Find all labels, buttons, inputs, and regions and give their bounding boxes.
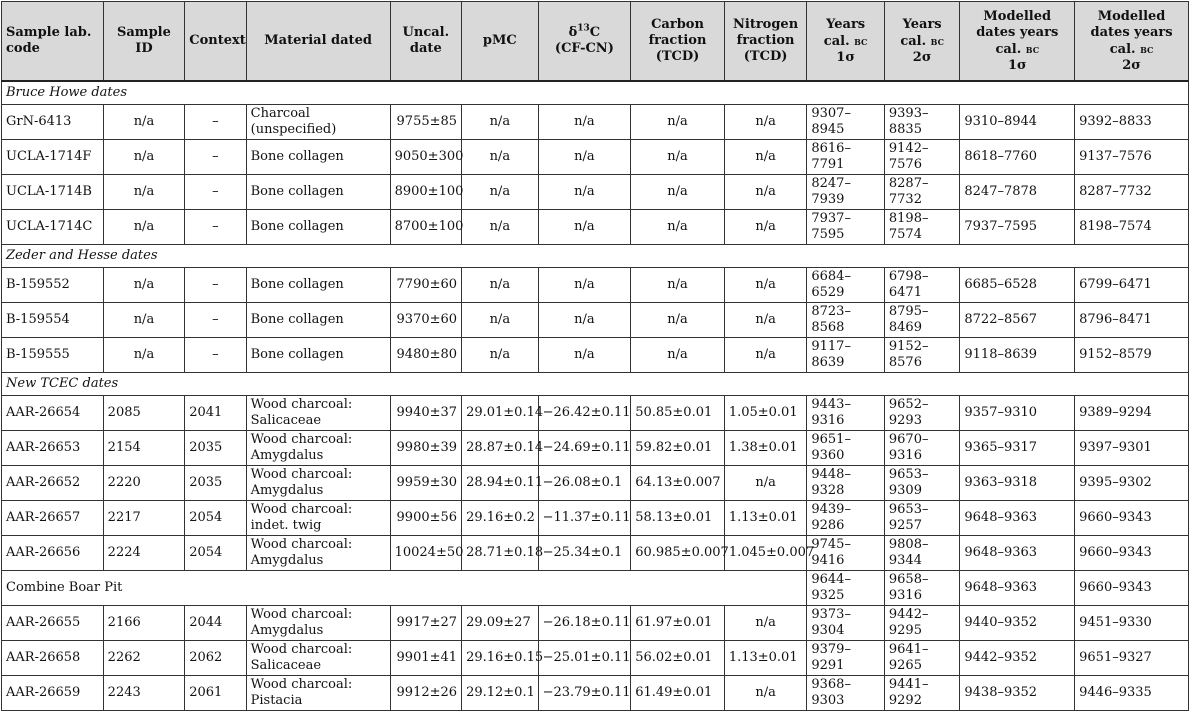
radiocarbon-dates-table bbox=[1, 1, 1189, 711]
cell-uncal-date: 9480±80 bbox=[390, 338, 461, 373]
header-uncal-date: Uncal. date bbox=[390, 2, 461, 82]
cell-cal-2sigma: 9142–7576 bbox=[884, 140, 960, 175]
cell-modelled-1sigma: 9363–9318 bbox=[960, 466, 1075, 501]
cell-cal-2sigma: 9653–9309 bbox=[884, 466, 960, 501]
cell-uncal-date: 9940±37 bbox=[390, 396, 461, 431]
cell-lab-code: UCLA-1714C bbox=[2, 210, 104, 245]
table-row bbox=[2, 431, 1189, 466]
cell-context: 2035 bbox=[185, 431, 246, 466]
cell-material: Wood charcoal: Amygdalus bbox=[246, 466, 390, 501]
cell-modelled-2sigma: 9660–9343 bbox=[1075, 536, 1189, 571]
cell-uncal-date: 9050±300 bbox=[390, 140, 461, 175]
cell-uncal-date: 9900±56 bbox=[390, 501, 461, 536]
cell-uncal-date: 9912±26 bbox=[390, 676, 461, 711]
cell-nitrogen-fraction: n/a bbox=[724, 268, 807, 303]
cell-sample-id: n/a bbox=[103, 140, 185, 175]
cell-pmc: 28.94±0.11 bbox=[462, 466, 539, 501]
cell-uncal-date: 7790±60 bbox=[390, 268, 461, 303]
cell-modelled-1sigma: 8247–7878 bbox=[960, 175, 1075, 210]
cell-nitrogen-fraction: n/a bbox=[724, 175, 807, 210]
cell-modelled-1sigma: 8722–8567 bbox=[960, 303, 1075, 338]
cell-modelled-2sigma: 9446–9335 bbox=[1075, 676, 1189, 711]
cell-cal-1sigma: 9368–9303 bbox=[807, 676, 885, 711]
header-sample-id: Sample ID bbox=[103, 2, 185, 82]
cell-modelled-2sigma: 9660–9343 bbox=[1075, 501, 1189, 536]
cell-modelled-1sigma: 7937–7595 bbox=[960, 210, 1075, 245]
cell-pmc: n/a bbox=[462, 210, 539, 245]
cell-delta-13c: −25.34±0.1 bbox=[538, 536, 631, 571]
cell-modelled-2sigma: 9451–9330 bbox=[1075, 606, 1189, 641]
cell-pmc: 28.87±0.14 bbox=[462, 431, 539, 466]
cell-material: Wood charcoal: Salicaceae bbox=[246, 641, 390, 676]
table-row bbox=[2, 501, 1189, 536]
cell-cal-2sigma: 8287–7732 bbox=[884, 175, 960, 210]
cell-pmc: n/a bbox=[462, 338, 539, 373]
cell-lab-code: AAR-26653 bbox=[2, 431, 104, 466]
group-header-row bbox=[2, 245, 1189, 268]
cell-modelled-1sigma: 9357–9310 bbox=[960, 396, 1075, 431]
cell-lab-code: AAR-26655 bbox=[2, 606, 104, 641]
cell-cal-2sigma: 9152–8576 bbox=[884, 338, 960, 373]
cell-modelled-2sigma: 8198–7574 bbox=[1075, 210, 1189, 245]
cell-cal-2sigma: 9653–9257 bbox=[884, 501, 960, 536]
cell-sample-id: 2262 bbox=[103, 641, 185, 676]
cell-modelled-1sigma: 6685–6528 bbox=[960, 268, 1075, 303]
cell-material: Bone collagen bbox=[246, 175, 390, 210]
group-summary-cal-2sigma: 9658–9316 bbox=[884, 571, 960, 606]
cell-uncal-date: 10024±50 bbox=[390, 536, 461, 571]
cell-cal-1sigma: 9117–8639 bbox=[807, 338, 885, 373]
cell-lab-code: AAR-26654 bbox=[2, 396, 104, 431]
cell-lab-code: AAR-26656 bbox=[2, 536, 104, 571]
header-context: Context bbox=[185, 2, 246, 82]
header-years-cal-2sigma: Years cal. bc 2σ bbox=[884, 2, 960, 82]
cell-modelled-2sigma: 8287–7732 bbox=[1075, 175, 1189, 210]
cell-cal-2sigma: 9652–9293 bbox=[884, 396, 960, 431]
header-modelled-1sigma: Modelled dates years cal. bc 1σ bbox=[960, 2, 1075, 82]
cell-carbon-fraction: n/a bbox=[631, 140, 725, 175]
cell-delta-13c: n/a bbox=[538, 268, 631, 303]
cell-delta-13c: −11.37±0.11 bbox=[538, 501, 631, 536]
cell-material: Charcoal (unspecified) bbox=[246, 105, 390, 140]
cell-cal-2sigma: 9441–9292 bbox=[884, 676, 960, 711]
group-summary-modelled-1sigma: 9648–9363 bbox=[960, 571, 1075, 606]
cell-cal-2sigma: 9670–9316 bbox=[884, 431, 960, 466]
cell-material: Bone collagen bbox=[246, 338, 390, 373]
cell-modelled-1sigma: 9118–8639 bbox=[960, 338, 1075, 373]
cell-sample-id: 2224 bbox=[103, 536, 185, 571]
header-pmc: pMC bbox=[462, 2, 539, 82]
cell-nitrogen-fraction: 1.13±0.01 bbox=[724, 501, 807, 536]
cell-uncal-date: 8900±100 bbox=[390, 175, 461, 210]
cell-delta-13c: −23.79±0.11 bbox=[538, 676, 631, 711]
cell-modelled-2sigma: 8796–8471 bbox=[1075, 303, 1189, 338]
cell-sample-id: 2154 bbox=[103, 431, 185, 466]
group-header-row bbox=[2, 373, 1189, 396]
cell-delta-13c: n/a bbox=[538, 303, 631, 338]
cell-modelled-2sigma: 9137–7576 bbox=[1075, 140, 1189, 175]
cell-material: Wood charcoal: Pistacia bbox=[246, 676, 390, 711]
cell-carbon-fraction: 59.82±0.01 bbox=[631, 431, 725, 466]
cell-pmc: n/a bbox=[462, 105, 539, 140]
group-title: Bruce Howe dates bbox=[2, 81, 1189, 105]
cell-cal-1sigma: 9439–9286 bbox=[807, 501, 885, 536]
cell-nitrogen-fraction: n/a bbox=[724, 676, 807, 711]
cell-context: – bbox=[185, 303, 246, 338]
cell-modelled-1sigma: 9365–9317 bbox=[960, 431, 1075, 466]
cell-nitrogen-fraction: n/a bbox=[724, 210, 807, 245]
cell-lab-code: B-159555 bbox=[2, 338, 104, 373]
cell-material: Wood charcoal: Amygdalus bbox=[246, 606, 390, 641]
header-years-cal-1sigma: Years cal. bc 1σ bbox=[807, 2, 885, 82]
cell-uncal-date: 9980±39 bbox=[390, 431, 461, 466]
cell-carbon-fraction: n/a bbox=[631, 338, 725, 373]
cell-cal-2sigma: 8198–7574 bbox=[884, 210, 960, 245]
header-delta-13c: $\delta^{13}C$ (CF-CN) bbox=[538, 2, 631, 82]
table-row bbox=[2, 105, 1189, 140]
cell-context: 2041 bbox=[185, 396, 246, 431]
table-row bbox=[2, 396, 1189, 431]
cell-modelled-1sigma: 9442–9352 bbox=[960, 641, 1075, 676]
cell-nitrogen-fraction: 1.13±0.01 bbox=[724, 641, 807, 676]
cell-cal-1sigma: 8723–8568 bbox=[807, 303, 885, 338]
cell-cal-2sigma: 8795–8469 bbox=[884, 303, 960, 338]
cell-modelled-2sigma: 9395–9302 bbox=[1075, 466, 1189, 501]
cell-delta-13c: n/a bbox=[538, 175, 631, 210]
cell-modelled-2sigma: 9389–9294 bbox=[1075, 396, 1189, 431]
cell-uncal-date: 9901±41 bbox=[390, 641, 461, 676]
cell-cal-1sigma: 9379–9291 bbox=[807, 641, 885, 676]
cell-uncal-date: 9959±30 bbox=[390, 466, 461, 501]
cell-cal-1sigma: 8616–7791 bbox=[807, 140, 885, 175]
cell-material: Wood charcoal: indet. twig bbox=[246, 501, 390, 536]
cell-material: Bone collagen bbox=[246, 140, 390, 175]
table-row bbox=[2, 303, 1189, 338]
cell-delta-13c: n/a bbox=[538, 140, 631, 175]
cell-pmc: n/a bbox=[462, 140, 539, 175]
table-row bbox=[2, 676, 1189, 711]
table-row bbox=[2, 606, 1189, 641]
cell-carbon-fraction: 50.85±0.01 bbox=[631, 396, 725, 431]
cell-cal-1sigma: 9745–9416 bbox=[807, 536, 885, 571]
cell-delta-13c: −26.42±0.11 bbox=[538, 396, 631, 431]
cell-carbon-fraction: 61.97±0.01 bbox=[631, 606, 725, 641]
cell-delta-13c: n/a bbox=[538, 338, 631, 373]
cell-sample-id: n/a bbox=[103, 268, 185, 303]
cell-nitrogen-fraction: n/a bbox=[724, 140, 807, 175]
cell-cal-2sigma: 9442–9295 bbox=[884, 606, 960, 641]
cell-nitrogen-fraction: n/a bbox=[724, 105, 807, 140]
cell-lab-code: B-159554 bbox=[2, 303, 104, 338]
cell-material: Bone collagen bbox=[246, 303, 390, 338]
cell-lab-code: UCLA-1714B bbox=[2, 175, 104, 210]
cell-cal-1sigma: 9443–9316 bbox=[807, 396, 885, 431]
cell-cal-2sigma: 9393–8835 bbox=[884, 105, 960, 140]
cell-carbon-fraction: 60.985±0.007 bbox=[631, 536, 725, 571]
cell-sample-id: 2085 bbox=[103, 396, 185, 431]
table-row bbox=[2, 140, 1189, 175]
cell-lab-code: GrN-6413 bbox=[2, 105, 104, 140]
cell-lab-code: AAR-26657 bbox=[2, 501, 104, 536]
cell-pmc: n/a bbox=[462, 175, 539, 210]
cell-cal-1sigma: 6684–6529 bbox=[807, 268, 885, 303]
cell-cal-1sigma: 7937–7595 bbox=[807, 210, 885, 245]
cell-nitrogen-fraction: 1.05±0.01 bbox=[724, 396, 807, 431]
cell-material: Bone collagen bbox=[246, 210, 390, 245]
cell-carbon-fraction: n/a bbox=[631, 303, 725, 338]
cell-nitrogen-fraction: 1.045±0.007 bbox=[724, 536, 807, 571]
cell-uncal-date: 8700±100 bbox=[390, 210, 461, 245]
cell-lab-code: UCLA-1714F bbox=[2, 140, 104, 175]
group-title: Combine Boar Pit bbox=[2, 571, 807, 606]
cell-context: 2054 bbox=[185, 501, 246, 536]
cell-modelled-2sigma: 6799–6471 bbox=[1075, 268, 1189, 303]
cell-sample-id: 2217 bbox=[103, 501, 185, 536]
table-row bbox=[2, 210, 1189, 245]
cell-sample-id: n/a bbox=[103, 210, 185, 245]
cell-context: – bbox=[185, 210, 246, 245]
cell-carbon-fraction: n/a bbox=[631, 105, 725, 140]
cell-context: – bbox=[185, 338, 246, 373]
cell-delta-13c: −25.01±0.11 bbox=[538, 641, 631, 676]
cell-context: – bbox=[185, 140, 246, 175]
cell-cal-1sigma: 9651–9360 bbox=[807, 431, 885, 466]
cell-modelled-2sigma: 9651–9327 bbox=[1075, 641, 1189, 676]
cell-context: – bbox=[185, 175, 246, 210]
cell-sample-id: 2166 bbox=[103, 606, 185, 641]
cell-lab-code: B-159552 bbox=[2, 268, 104, 303]
cell-pmc: 28.71±0.18 bbox=[462, 536, 539, 571]
header-row bbox=[2, 2, 1189, 82]
table-row bbox=[2, 268, 1189, 303]
cell-carbon-fraction: n/a bbox=[631, 210, 725, 245]
cell-cal-2sigma: 9641–9265 bbox=[884, 641, 960, 676]
cell-pmc: 29.09±27 bbox=[462, 606, 539, 641]
cell-cal-1sigma: 9307–8945 bbox=[807, 105, 885, 140]
cell-modelled-1sigma: 9648–9363 bbox=[960, 536, 1075, 571]
cell-context: – bbox=[185, 105, 246, 140]
cell-context: 2035 bbox=[185, 466, 246, 501]
group-header-row bbox=[2, 571, 1189, 606]
table-row bbox=[2, 641, 1189, 676]
table-row bbox=[2, 466, 1189, 501]
cell-delta-13c: −26.08±0.1 bbox=[538, 466, 631, 501]
cell-context: 2062 bbox=[185, 641, 246, 676]
cell-carbon-fraction: n/a bbox=[631, 175, 725, 210]
cell-delta-13c: n/a bbox=[538, 210, 631, 245]
header-sample-lab-code: Sample lab. code bbox=[2, 2, 104, 82]
cell-sample-id: 2220 bbox=[103, 466, 185, 501]
cell-cal-1sigma: 9448–9328 bbox=[807, 466, 885, 501]
cell-delta-13c: −24.69±0.11 bbox=[538, 431, 631, 466]
cell-uncal-date: 9917±27 bbox=[390, 606, 461, 641]
cell-uncal-date: 9755±85 bbox=[390, 105, 461, 140]
cell-modelled-1sigma: 8618–7760 bbox=[960, 140, 1075, 175]
cell-material: Wood charcoal: Salicaceae bbox=[246, 396, 390, 431]
cell-sample-id: n/a bbox=[103, 105, 185, 140]
cell-modelled-2sigma: 9152–8579 bbox=[1075, 338, 1189, 373]
cell-modelled-2sigma: 9397–9301 bbox=[1075, 431, 1189, 466]
cell-pmc: 29.16±0.2 bbox=[462, 501, 539, 536]
cell-modelled-1sigma: 9438–9352 bbox=[960, 676, 1075, 711]
group-summary-cal-1sigma: 9644–9325 bbox=[807, 571, 885, 606]
cell-pmc: 29.12±0.1 bbox=[462, 676, 539, 711]
cell-sample-id: n/a bbox=[103, 175, 185, 210]
cell-sample-id: n/a bbox=[103, 303, 185, 338]
group-title: New TCEC dates bbox=[2, 373, 1189, 396]
cell-material: Wood charcoal: Amygdalus bbox=[246, 431, 390, 466]
cell-nitrogen-fraction: 1.38±0.01 bbox=[724, 431, 807, 466]
cell-context: 2054 bbox=[185, 536, 246, 571]
cell-pmc: 29.16±0.15 bbox=[462, 641, 539, 676]
header-modelled-2sigma: Modelled dates years cal. bc 2σ bbox=[1075, 2, 1189, 82]
cell-sample-id: 2243 bbox=[103, 676, 185, 711]
cell-delta-13c: n/a bbox=[538, 105, 631, 140]
cell-modelled-2sigma: 9392–8833 bbox=[1075, 105, 1189, 140]
cell-cal-2sigma: 9808–9344 bbox=[884, 536, 960, 571]
cell-material: Bone collagen bbox=[246, 268, 390, 303]
table-body bbox=[2, 81, 1189, 711]
cell-context: 2044 bbox=[185, 606, 246, 641]
cell-pmc: 29.01±0.14 bbox=[462, 396, 539, 431]
table-row bbox=[2, 338, 1189, 373]
cell-pmc: n/a bbox=[462, 303, 539, 338]
cell-context: – bbox=[185, 268, 246, 303]
cell-nitrogen-fraction: n/a bbox=[724, 303, 807, 338]
cell-carbon-fraction: 64.13±0.007 bbox=[631, 466, 725, 501]
cell-carbon-fraction: 58.13±0.01 bbox=[631, 501, 725, 536]
cell-context: 2061 bbox=[185, 676, 246, 711]
cell-carbon-fraction: n/a bbox=[631, 268, 725, 303]
cell-lab-code: AAR-26659 bbox=[2, 676, 104, 711]
cell-cal-1sigma: 8247–7939 bbox=[807, 175, 885, 210]
cell-lab-code: AAR-26658 bbox=[2, 641, 104, 676]
cell-cal-2sigma: 6798–6471 bbox=[884, 268, 960, 303]
header-carbon-fraction: Carbon fraction (TCD) bbox=[631, 2, 725, 82]
header-material-dated: Material dated bbox=[246, 2, 390, 82]
cell-carbon-fraction: 56.02±0.01 bbox=[631, 641, 725, 676]
cell-lab-code: AAR-26652 bbox=[2, 466, 104, 501]
header-nitrogen-fraction: Nitrogen fraction (TCD) bbox=[724, 2, 807, 82]
cell-uncal-date: 9370±60 bbox=[390, 303, 461, 338]
cell-modelled-1sigma: 9648–9363 bbox=[960, 501, 1075, 536]
group-summary-modelled-2sigma: 9660–9343 bbox=[1075, 571, 1189, 606]
cell-delta-13c: −26.18±0.11 bbox=[538, 606, 631, 641]
cell-modelled-1sigma: 9310–8944 bbox=[960, 105, 1075, 140]
cell-nitrogen-fraction: n/a bbox=[724, 606, 807, 641]
cell-sample-id: n/a bbox=[103, 338, 185, 373]
cell-nitrogen-fraction: n/a bbox=[724, 466, 807, 501]
cell-pmc: n/a bbox=[462, 268, 539, 303]
cell-cal-1sigma: 9373–9304 bbox=[807, 606, 885, 641]
table-row bbox=[2, 175, 1189, 210]
cell-modelled-1sigma: 9440–9352 bbox=[960, 606, 1075, 641]
cell-nitrogen-fraction: n/a bbox=[724, 338, 807, 373]
cell-carbon-fraction: 61.49±0.01 bbox=[631, 676, 725, 711]
table-row bbox=[2, 536, 1189, 571]
group-title: Zeder and Hesse dates bbox=[2, 245, 1189, 268]
cell-material: Wood charcoal: Amygdalus bbox=[246, 536, 390, 571]
group-header-row bbox=[2, 81, 1189, 105]
